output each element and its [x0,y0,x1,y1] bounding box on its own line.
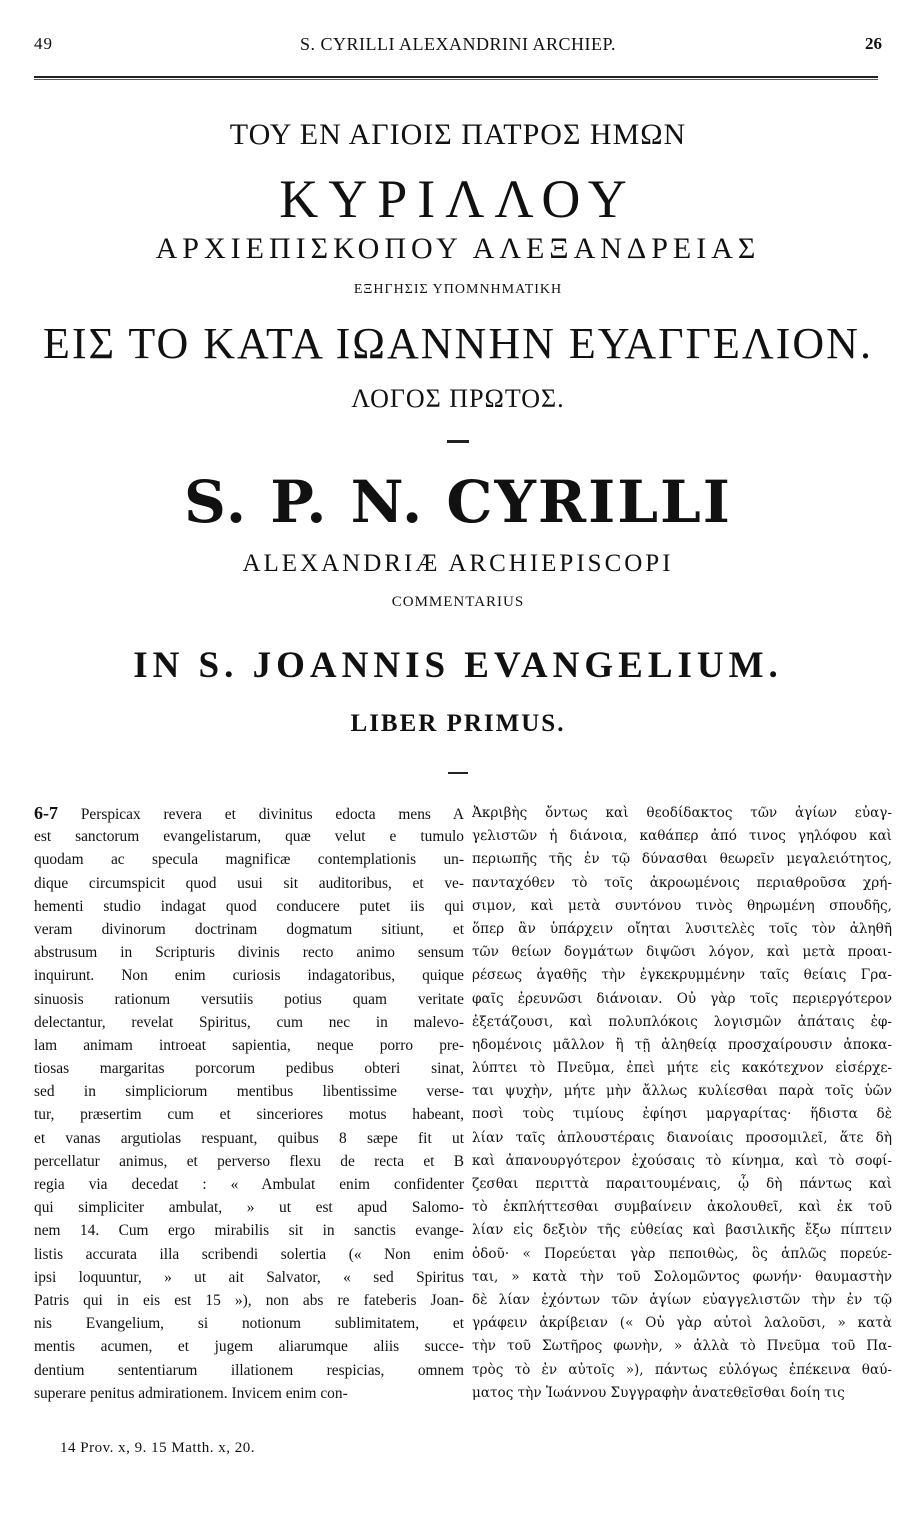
greek-line: δὲ λίαν ἐχόντων τῶν ἁγίων εὐαγγελιστῶν τὴν ἐν τῷ [472,1291,892,1308]
latin-line: dique circumspicit quod usui sit auditoribus, et ve- [34,874,464,892]
latin-line: percellatur animus, et perverso flexu de recta et B [34,1152,464,1170]
latin-line: superare penitus admirationem. Invicem enim con- [34,1384,348,1402]
greek-line: ηδομένοις μᾶλλον ἢ τῇ ἀληθείᾳ προσχαίρουσιν ἀποκα- [472,1036,892,1053]
running-head [0,0,916,80]
latin-line: mentis acumen, et jugem aliarumque aliis succe- [34,1338,464,1356]
latin-line: quodam ac specula magnificæ contemplationis un- [34,851,464,869]
greek-line: πανταχόθεν τὸ τοῖς ἀκροωμένοις περιαθροῦσα χρή- [472,874,892,891]
title-separator [447,440,469,443]
latin-line: abstrusum in Scripturis divinis recto animo sensum [34,944,464,962]
latin-title-line4: IN S. JOANNIS EVANGELIUM. [133,645,783,686]
greek-line: ὁδοῦ· « Πορεύεται γὰρ πεποιθὼς, ὃς ἁπλῶς πορεύε- [472,1245,892,1262]
latin-line: est sanctorum evangelistarum, quæ velut e tumulo [34,828,464,846]
greek-line: περιωπῆς τῆς ἐν τῷ δύνασθαι θεωρεῖν μεγαλειότητος, [472,851,892,868]
column-number: 6-7 [34,803,58,823]
greek-line: λίαν εἰς δεξιὸν τῆς εὐθείας καὶ βασιλικῆς ἔξω πίπτειν [472,1222,892,1239]
latin-title-line5: LIBER PRIMUS. [350,710,566,737]
latin-column [34,802,464,1405]
latin-line: regia via decedat : « Ambulat enim confidenter [34,1176,464,1193]
text-separator [448,772,468,774]
greek-line: φαῖς ἐρευνῶσι διάνοιαν. Οὐ γὰρ τοῖς περιεργότερον [472,990,892,1007]
greek-line: ποσὶ τοὺς τιμίους ἐφίησι μαργαρίτας· ἥδιστα δὲ [472,1106,892,1123]
latin-line: delectantur, revelat Spiritus, cum nec in malevo- [34,1013,464,1031]
greek-line: ρέσεως ἀγαθῆς τὴν ἐγκεκρυμμένην ταῖς θείαις Γρα- [472,967,892,984]
latin-line: hementi studio indagat quod conducere putet iis qui [34,897,464,915]
greek-line: τῶν θείων δογμάτων διψῶσι λόγον, καὶ μετὰ προαι- [472,944,892,961]
greek-line: γελιστῶν ἡ διάνοια, καθάπερ ἀπό τινος γηλόφου καὶ [472,828,892,845]
latin-line: lam animam introeat sapientia, neque porro pre- [34,1036,464,1054]
greek-line: λίαν ταῖς ἁπλουστέραις διανοίαις προσομιλεῖ, ἅτε δὴ [472,1129,892,1146]
latin-line: listis accurata illa scribendi solertia (« Non enim [34,1245,464,1263]
latin-line: Patris qui in eis est 15 »), non abs re fateberis Joan- [34,1291,464,1309]
latin-line: qui simpliciter ambulat, » ut est apud Salomo- [34,1199,464,1217]
greek-title-line5: ΕΙΣ ΤΟ ΚΑΤΑ ΙΩΑΝΝΗΝ ΕΥΑΓΓΕΛΙΟΝ. [43,319,873,368]
latin-line: nem 14. Cum ergo mirabilis sit in sanctis evange- [34,1222,464,1240]
greek-line: τρὸς τὸ ἐν αὐτοῖς »), πάντως εὐλόγως ἐπέκεινα θαύ- [472,1361,892,1378]
latin-line: tiosas margaritas porcorum pedibus obteri sinat, [34,1060,464,1078]
latin-line: inquirunt. Non enim curiosis indagatoribus, quique [34,967,464,985]
greek-title-line4: ΕΞΗΓΗΣΙΣ ΥΠΟΜΝΗΜΑΤΙΚΗ [353,282,563,297]
greek-line: λύπτει τὸ Πνεῦμα, ἐπεὶ μήτε εἰς κακότεχνον εἰσέρχε- [472,1060,892,1077]
greek-title-line6: ΛΟΓΟΣ ΠΡΩΤΟΣ. [351,384,565,413]
greek-line: τὴν τοῦ Σωτῆρος φωνὴν, » ἀλλὰ τὸ Πνεῦμα τοῦ Πα- [472,1338,892,1355]
latin-title-line2: ALEXANDRIÆ ARCHIEPISCOPI [242,550,674,577]
header-rule [34,76,878,80]
greek-line: ἐξετάζουσι, καὶ πολυπλόκοις λογισμῶν ἀπάταις ἐφ- [472,1013,892,1030]
greek-line: γράφειν ἀκρίβειαν (« Οὐ γὰρ αὐτοὶ λαλοῦσι, » κατὰ [472,1315,892,1332]
latin-title-line3: COMMENTARIUS [391,594,525,610]
running-title: S. CYRILLI ALEXANDRINI ARCHIEP. [299,34,616,54]
greek-title-line3: ΑΡΧΙΕΠΙΣΚΟΠΟΥ ΑΛΕΞΑΝΔΡΕΙΑΣ [155,232,761,265]
footnotes: 14 Prov. x, 9. 15 Matth. x, 20. [60,1440,255,1456]
greek-line: ματος τὴν Ἰωάννου Συγγραφὴν ἀνατεθεῖσθαι δοίη τις [472,1384,845,1401]
latin-line: veram divinorum doctrinam dogmatum sitiunt, et [34,920,464,938]
latin-line: sinuosis rationum versutiis potius quam veritate [34,990,464,1008]
greek-column [472,802,892,1405]
greek-line: καὶ ἀπανουργότερον ἐχούσαις τὸ κίνημα, καὶ τὸ σοφί- [472,1152,892,1169]
greek-title-line1: ΤΟΥ ΕΝ ΑΓΙΟΙΣ ΠΑΤΡΟΣ ΗΜΩΝ [229,118,687,151]
latin-title-author: S. P. N. CYRILLI [184,468,732,536]
greek-line: σιμον, καὶ μετὰ συντόνου τινὸς θηρωμένη σπουδῆς, [472,897,892,914]
latin-line: 6-7 Perspicax revera et divinitus edocta mens A [34,803,464,823]
latin-line: sed in simpliciorum mentibus libentissime verse- [34,1083,464,1101]
page-number-left: 49 [34,34,53,53]
greek-title-author: ΚΥΡΙΛΛΟΥ [279,169,637,229]
greek-line: Ἀκριβὴς ὄντως καὶ θεοδίδακτος τῶν ἁγίων εὐαγ- [472,805,892,821]
greek-line: ται, » κατὰ τὴν τοῦ Σολομῶντος φωνήν· θαυμαστὴν [472,1268,892,1285]
greek-line: ζεσθαι περιττὰ παραιτουμέναις, ᾧ δὴ πάντως καὶ [472,1176,892,1192]
column-divider [466,805,467,1415]
latin-line: et vanas argutiolas respuant, quibus 8 sæpe fit ut [34,1129,464,1147]
page-number-right: 26 [865,34,882,53]
greek-line: ὅπερ ἂν ὑπάρχειν οἴηται λυσιτελὲς τοῖς τὸν ἀληθῆ [472,920,892,937]
latin-line: tur, præsertim cum et sinceriores motus habeant, [34,1106,464,1124]
latin-line: nis Evangelium, si notionum sublimitatem, et [34,1315,464,1333]
greek-line: τὸ ἐκπλήττεσθαι συμβαίνειν ἀκολουθεῖ, καὶ ἐκ τοῦ [472,1199,892,1216]
latin-line: dentium sententiarum illationem respicias, omnem [34,1361,464,1379]
greek-line: ται ψυχὴν, μήτε μὴν ἄλλως κυλίεσθαι παρὰ τοῖς ὑῶν [472,1083,892,1100]
latin-line: ipsi loquuntur, » ut ait Salvator, « sed Spiritus [34,1268,464,1286]
